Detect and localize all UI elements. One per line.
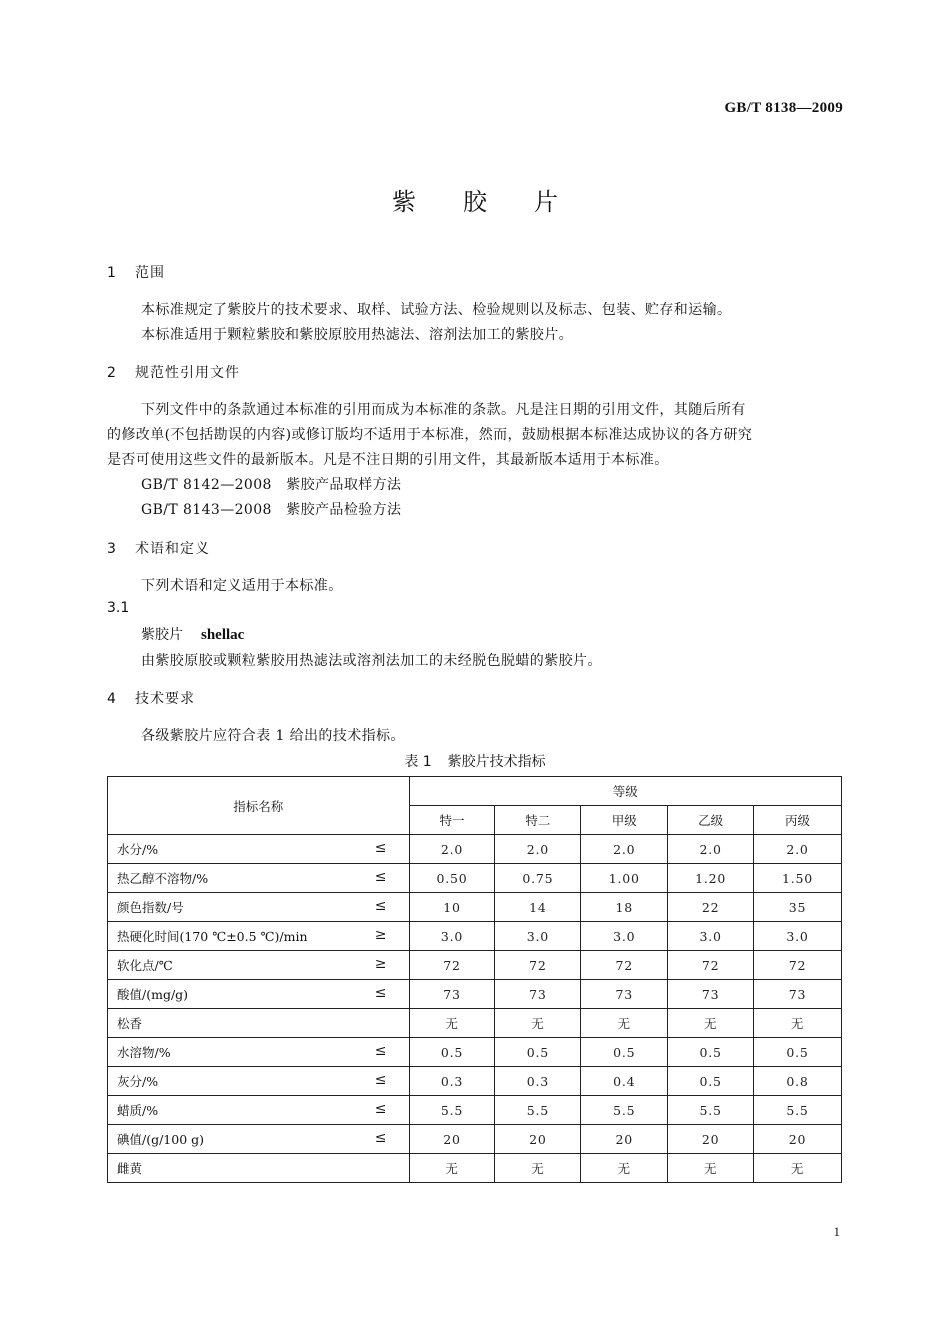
value-cell: 3.0 <box>581 922 668 951</box>
paragraph: 本标准适用于颗粒紫胶和紫胶原胶用热滤法、溶剂法加工的紫胶片。 <box>141 327 573 343</box>
value-cell: 20 <box>495 1125 581 1154</box>
section-1-heading <box>107 262 165 282</box>
table-row <box>108 893 842 922</box>
value-cell: 2.0 <box>409 835 495 864</box>
indicator-name: 蜡质/% <box>117 1103 159 1118</box>
value-cell: 5.5 <box>409 1096 495 1125</box>
value-cell: 72 <box>495 951 581 980</box>
indicator-name-cell <box>108 1038 410 1067</box>
indicator-name: 软化点/℃ <box>117 958 173 973</box>
paragraph-line: 的修改单(不包括勘误的内容)或修订版均不适用于本标准，然而，鼓励根据本标准达成协议的各方研究 <box>107 427 753 443</box>
value-cell: 73 <box>668 980 754 1009</box>
document-title: 紫胶片 <box>392 188 605 216</box>
limit-symbol: ≤ <box>374 840 387 856</box>
table-row <box>108 980 842 1009</box>
value-cell: 14 <box>495 893 581 922</box>
value-cell: 无 <box>754 1009 842 1038</box>
indicator-name-cell <box>108 1125 410 1154</box>
paragraph: 本标准规定了紫胶片的技术要求、取样、试验方法、检验规则以及标志、包装、贮存和运输。 <box>141 302 732 318</box>
value-cell: 0.3 <box>495 1067 581 1096</box>
paragraph-line: 是否可使用这些文件的最新版本。凡是不注日期的引用文件，其最新版本适用于本标准。 <box>107 452 669 468</box>
value-cell: 20 <box>409 1125 495 1154</box>
value-cell: 20 <box>668 1125 754 1154</box>
indicator-name: 灰分/% <box>117 1074 159 1089</box>
value-cell: 72 <box>668 951 754 980</box>
value-cell: 5.5 <box>495 1096 581 1125</box>
value-cell: 0.4 <box>581 1067 668 1096</box>
indicator-name-cell <box>108 1154 410 1183</box>
value-cell: 0.75 <box>495 864 581 893</box>
limit-symbol: ≥ <box>374 956 387 972</box>
grade-header: 乙级 <box>668 806 754 835</box>
indicator-name: 热硬化时间(170 ℃±0.5 ℃)/min <box>117 929 308 944</box>
indicator-name: 热乙醇不溶物/% <box>117 871 209 886</box>
subsection-number: 3.1 <box>107 600 130 616</box>
value-cell: 3.0 <box>495 922 581 951</box>
indicator-name: 碘值/(g/100 g) <box>117 1132 205 1147</box>
limit-symbol: ≤ <box>374 898 387 914</box>
value-cell: 3.0 <box>409 922 495 951</box>
table-caption <box>0 751 950 771</box>
value-cell: 0.5 <box>668 1067 754 1096</box>
value-cell: 无 <box>581 1009 668 1038</box>
value-cell: 73 <box>754 980 842 1009</box>
section-number: 1 <box>107 265 116 281</box>
value-cell: 无 <box>409 1154 495 1183</box>
section-number: 4 <box>107 691 116 707</box>
grade-header: 丙级 <box>754 806 842 835</box>
indicator-name-cell <box>108 1067 410 1096</box>
value-cell: 无 <box>668 1009 754 1038</box>
section-3-heading <box>107 538 210 558</box>
value-cell: 73 <box>581 980 668 1009</box>
value-cell: 2.0 <box>754 835 842 864</box>
indicator-name: 颜色指数/号 <box>117 900 184 915</box>
grade-header: 特二 <box>495 806 581 835</box>
limit-symbol: ≤ <box>374 1130 387 1146</box>
value-cell: 无 <box>754 1154 842 1183</box>
paragraph-line: 下列文件中的条款通过本标准的引用而成为本标准的条款。凡是注日期的引用文件，其随后所有 <box>141 402 746 418</box>
table-row <box>108 1067 842 1096</box>
term-english: shellac <box>201 627 245 643</box>
reference-item: GB/T 8143—2008 紫胶产品检验方法 <box>141 502 402 518</box>
limit-symbol: ≤ <box>374 985 387 1001</box>
paragraph: 各级紫胶片应符合表 1 给出的技术指标。 <box>141 728 405 744</box>
indicator-name: 松香 <box>117 1016 143 1031</box>
indicator-name-cell <box>108 864 410 893</box>
page-number: 1 <box>833 1224 840 1239</box>
term-chinese: 紫胶片 <box>141 627 183 643</box>
indicator-name: 水分/% <box>117 842 159 857</box>
indicator-name: 水溶物/% <box>117 1045 171 1060</box>
value-cell: 72 <box>409 951 495 980</box>
reference-item: GB/T 8142—2008 紫胶产品取样方法 <box>141 477 402 493</box>
value-cell: 2.0 <box>495 835 581 864</box>
value-cell: 73 <box>495 980 581 1009</box>
value-cell: 20 <box>581 1125 668 1154</box>
name-column-header: 指标名称 <box>108 777 410 835</box>
value-cell: 3.0 <box>754 922 842 951</box>
term-entry <box>141 624 244 644</box>
value-cell: 0.5 <box>668 1038 754 1067</box>
table-row <box>108 1096 842 1125</box>
table-row <box>108 1154 842 1183</box>
limit-symbol: ≥ <box>374 927 387 943</box>
value-cell: 1.50 <box>754 864 842 893</box>
grade-header: 甲级 <box>581 806 668 835</box>
indicator-name-cell <box>108 1096 410 1125</box>
value-cell: 无 <box>581 1154 668 1183</box>
table-caption-number: 表 1 <box>404 754 432 770</box>
table-row <box>108 922 842 951</box>
value-cell: 2.0 <box>668 835 754 864</box>
table-row <box>108 1038 842 1067</box>
value-cell: 73 <box>409 980 495 1009</box>
value-cell: 35 <box>754 893 842 922</box>
section-title: 技术要求 <box>135 691 195 707</box>
value-cell: 5.5 <box>581 1096 668 1125</box>
indicator-name-cell <box>108 835 410 864</box>
value-cell: 1.20 <box>668 864 754 893</box>
value-cell: 0.5 <box>581 1038 668 1067</box>
value-cell: 20 <box>754 1125 842 1154</box>
grade-header: 特一 <box>409 806 495 835</box>
spec-table <box>107 776 842 1183</box>
value-cell: 0.5 <box>754 1038 842 1067</box>
indicator-name-cell <box>108 922 410 951</box>
value-cell: 1.00 <box>581 864 668 893</box>
indicator-name-cell <box>108 980 410 1009</box>
value-cell: 5.5 <box>668 1096 754 1125</box>
value-cell: 0.8 <box>754 1067 842 1096</box>
spec-table-body <box>108 777 842 1183</box>
table-row <box>108 864 842 893</box>
section-number: 3 <box>107 541 116 557</box>
indicator-name-cell <box>108 893 410 922</box>
value-cell: 无 <box>409 1009 495 1038</box>
value-cell: 2.0 <box>581 835 668 864</box>
value-cell: 无 <box>495 1154 581 1183</box>
table-row <box>108 951 842 980</box>
paragraph: 下列术语和定义适用于本标准。 <box>141 578 343 594</box>
value-cell: 0.5 <box>409 1038 495 1067</box>
standard-number: GB/T 8138—2009 <box>724 100 843 116</box>
value-cell: 72 <box>754 951 842 980</box>
limit-symbol: ≤ <box>374 1072 387 1088</box>
section-2-heading <box>107 362 240 382</box>
table-header-row <box>108 777 842 806</box>
value-cell: 5.5 <box>754 1096 842 1125</box>
term-definition: 由紫胶原胶或颗粒紫胶用热滤法或溶剂法加工的未经脱色脱蜡的紫胶片。 <box>141 653 602 669</box>
value-cell: 72 <box>581 951 668 980</box>
value-cell: 无 <box>668 1154 754 1183</box>
indicator-name-cell <box>108 951 410 980</box>
value-cell: 0.3 <box>409 1067 495 1096</box>
indicator-name-cell <box>108 1009 410 1038</box>
value-cell: 18 <box>581 893 668 922</box>
limit-symbol: ≤ <box>374 1043 387 1059</box>
limit-symbol: ≤ <box>374 1101 387 1117</box>
indicator-name: 雌黄 <box>117 1161 143 1176</box>
value-cell: 10 <box>409 893 495 922</box>
table-row <box>108 1125 842 1154</box>
section-title: 范围 <box>135 265 165 281</box>
section-4-heading <box>107 688 195 708</box>
limit-symbol: ≤ <box>374 869 387 885</box>
indicator-name: 酸值/(mg/g) <box>117 987 189 1002</box>
section-title: 术语和定义 <box>135 541 210 557</box>
value-cell: 0.5 <box>495 1038 581 1067</box>
value-cell: 3.0 <box>668 922 754 951</box>
section-number: 2 <box>107 365 116 381</box>
table-row <box>108 835 842 864</box>
value-cell: 0.50 <box>409 864 495 893</box>
table-caption-title: 紫胶片技术指标 <box>447 754 546 770</box>
value-cell: 无 <box>495 1009 581 1038</box>
grade-group-header: 等级 <box>409 777 841 806</box>
section-title: 规范性引用文件 <box>135 365 240 381</box>
table-row <box>108 1009 842 1038</box>
value-cell: 22 <box>668 893 754 922</box>
